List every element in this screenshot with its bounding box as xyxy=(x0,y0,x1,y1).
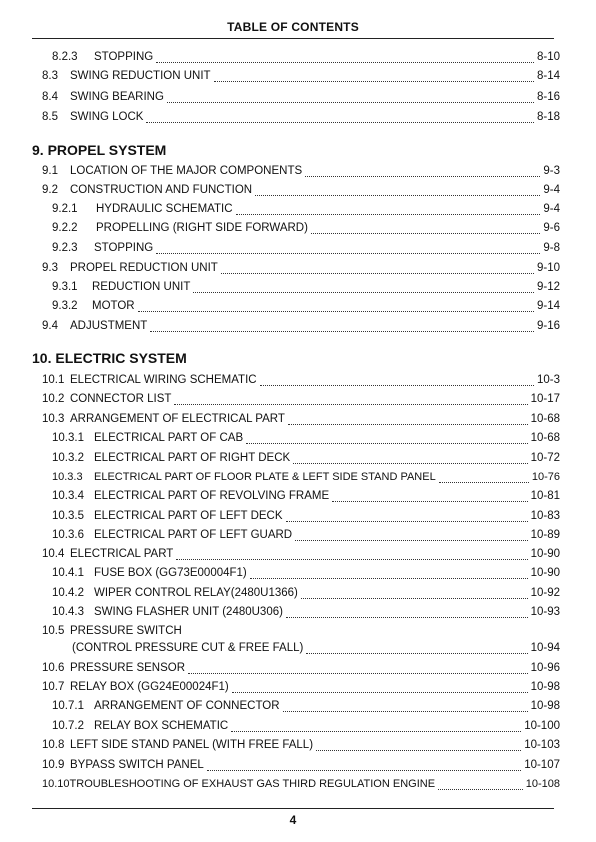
dot-leader xyxy=(283,701,528,712)
dot-leader xyxy=(150,321,534,332)
entry-number: 10.4.3 xyxy=(52,606,84,618)
toc-entry-10-10[interactable] xyxy=(0,775,596,793)
entry-title: REDUCTION UNIT xyxy=(92,281,191,293)
dot-leader xyxy=(286,511,528,522)
toc-entry-9-4[interactable] xyxy=(0,317,596,335)
toc-entry-10-1[interactable] xyxy=(0,371,596,389)
entry-title: SWING BEARING xyxy=(70,91,164,103)
entry-title: CONSTRUCTION AND FUNCTION xyxy=(70,184,253,196)
dot-leader xyxy=(167,92,534,103)
dot-leader xyxy=(306,643,527,654)
entry-title: ELECTRICAL PART OF FLOOR PLATE & LEFT SIDE STAND PANEL xyxy=(94,471,436,483)
toc-entry-9-2-2[interactable] xyxy=(0,219,596,237)
entry-number: 10.7.1 xyxy=(52,700,84,712)
dot-leader xyxy=(193,282,534,293)
entry-number: 10.3.2 xyxy=(52,452,84,464)
toc-entry-10-3-6[interactable] xyxy=(0,526,596,544)
entry-page: 9-16 xyxy=(536,320,560,332)
dot-leader xyxy=(146,112,533,123)
toc-entry-8-2-3[interactable] xyxy=(0,48,596,66)
entry-title: PRESSURE SENSOR xyxy=(70,662,186,674)
chapter-heading-electric-system: 10. ELECTRIC SYSTEM xyxy=(32,350,187,366)
dot-leader xyxy=(207,760,521,771)
entry-number: 9.4 xyxy=(42,320,58,332)
entry-number: 10.3.4 xyxy=(52,490,84,502)
entry-number: 10.3.5 xyxy=(52,510,84,522)
entry-page: 10-107 xyxy=(524,759,560,771)
dot-leader xyxy=(286,607,528,618)
dot-leader xyxy=(231,721,521,732)
entry-page: 10-3 xyxy=(536,374,560,386)
dot-leader xyxy=(316,740,521,751)
entry-number: 10.4.2 xyxy=(52,587,84,599)
entry-page: 10-98 xyxy=(530,681,560,693)
entry-title: SWING REDUCTION UNIT xyxy=(70,70,211,82)
entry-page: 10-93 xyxy=(530,606,560,618)
toc-entry-10-4-1[interactable] xyxy=(0,564,596,582)
entry-page: 10-92 xyxy=(530,587,560,599)
toc-entry-10-3-2[interactable] xyxy=(0,449,596,467)
entry-page: 8-18 xyxy=(536,111,560,123)
entry-title: MOTOR xyxy=(92,300,135,312)
entry-page: 8-10 xyxy=(536,51,560,63)
entry-number: 10.3.1 xyxy=(52,432,84,444)
entry-title: STOPPING xyxy=(94,51,154,63)
entry-number: 10.3.3 xyxy=(52,471,83,483)
dot-leader xyxy=(332,491,527,502)
entry-number: 9.2 xyxy=(42,184,58,196)
toc-entry-9-3[interactable] xyxy=(0,259,596,277)
entry-number: 10.4 xyxy=(42,548,65,560)
toc-entry-10-3-4[interactable] xyxy=(0,487,596,505)
toc-entry-10-7[interactable] xyxy=(0,678,596,696)
entry-page: 10-108 xyxy=(525,778,560,790)
entry-number: 9.3.1 xyxy=(52,281,78,293)
entry-title: BYPASS SWITCH PANEL xyxy=(70,759,204,771)
page-header-title: TABLE OF CONTENTS xyxy=(227,20,359,34)
dot-leader xyxy=(188,663,528,674)
toc-entry-8-3[interactable] xyxy=(0,67,596,85)
toc-entry-10-3-3[interactable] xyxy=(0,468,596,486)
entry-title: SWING FLASHER UNIT (2480U306) xyxy=(94,606,283,618)
entry-title: HYDRAULIC SCHEMATIC xyxy=(96,203,233,215)
entry-number: 9.3 xyxy=(42,262,58,274)
dot-leader xyxy=(156,52,534,63)
entry-title: (CONTROL PRESSURE CUT & FREE FALL) xyxy=(72,642,304,654)
entry-number: 8.3 xyxy=(42,70,58,82)
entry-title: PROPEL REDUCTION UNIT xyxy=(70,262,218,274)
dot-leader xyxy=(439,472,529,483)
entry-title: ARRANGEMENT OF CONNECTOR xyxy=(94,700,280,712)
dot-leader xyxy=(156,243,540,254)
entry-page: 9-6 xyxy=(543,222,560,234)
toc-entry-10-4-3[interactable] xyxy=(0,603,596,621)
entry-title: FUSE BOX (GG73E00004F1) xyxy=(94,567,247,579)
dot-leader xyxy=(311,223,540,234)
entry-page: 10-103 xyxy=(524,739,560,751)
dot-leader xyxy=(255,185,540,196)
entry-title: TROUBLESHOOTING OF EXHAUST GAS THIRD REGULATION ENGINE xyxy=(69,778,436,790)
entry-number: 10.8 xyxy=(42,739,65,751)
toc-entry-9-3-2[interactable] xyxy=(0,297,596,315)
entry-number: 8.2.3 xyxy=(52,51,78,63)
entry-number: 8.5 xyxy=(42,111,58,123)
entry-page: 10-17 xyxy=(530,393,560,405)
entry-number: 10.3.6 xyxy=(52,529,84,541)
entry-number: 10.4.1 xyxy=(52,567,84,579)
toc-entry-10-7-1[interactable] xyxy=(0,697,596,715)
entry-number: 10.6 xyxy=(42,662,65,674)
dot-leader xyxy=(138,301,534,312)
toc-entry-10-4-2[interactable] xyxy=(0,584,596,602)
entry-number: 8.4 xyxy=(42,91,58,103)
toc-entry-8-5[interactable] xyxy=(0,108,596,126)
dot-leader xyxy=(295,530,527,541)
toc-entry-10-6[interactable] xyxy=(0,659,596,677)
dot-leader xyxy=(260,375,534,386)
dot-leader xyxy=(246,433,527,444)
toc-entry-9-3-1[interactable] xyxy=(0,278,596,296)
entry-number: 9.2.3 xyxy=(52,242,78,254)
toc-entry-10-3-5[interactable] xyxy=(0,507,596,525)
entry-title: ELECTRICAL PART xyxy=(70,548,174,560)
entry-page: 9-8 xyxy=(543,242,560,254)
entry-page: 9-4 xyxy=(543,184,560,196)
toc-entry-10-5[interactable] xyxy=(0,622,596,640)
entry-page: 10-68 xyxy=(530,432,560,444)
entry-number: 9.3.2 xyxy=(52,300,78,312)
entry-page: 10-68 xyxy=(530,413,560,425)
entry-page: 10-100 xyxy=(524,720,560,732)
dot-leader xyxy=(232,682,528,693)
dot-leader xyxy=(221,263,534,274)
entry-page: 9-12 xyxy=(536,281,560,293)
entry-title: ELECTRICAL PART OF REVOLVING FRAME xyxy=(94,490,330,502)
dot-leader xyxy=(250,568,528,579)
entry-title: STOPPING xyxy=(94,242,154,254)
toc-entry-10-9[interactable] xyxy=(0,756,596,774)
entry-number: 10.3 xyxy=(42,413,65,425)
toc-entry-10-8[interactable] xyxy=(0,736,596,754)
toc-entry-9-2-3[interactable] xyxy=(0,239,596,257)
dot-leader xyxy=(174,394,527,405)
dot-leader xyxy=(214,71,534,82)
toc-entry-10-7-2[interactable] xyxy=(0,717,596,735)
dot-leader xyxy=(236,204,541,215)
entry-title: LOCATION OF THE MAJOR COMPONENTS xyxy=(70,165,303,177)
entry-title: LEFT SIDE STAND PANEL (WITH FREE FALL) xyxy=(70,739,314,751)
entry-page: 10-83 xyxy=(530,510,560,522)
entry-number: 10.2 xyxy=(42,393,65,405)
dot-leader xyxy=(301,588,528,599)
dot-leader xyxy=(305,166,540,177)
entry-number: 10.9 xyxy=(42,759,65,771)
toc-entry-8-4[interactable] xyxy=(0,88,596,106)
entry-title: RELAY BOX (GG24E00024F1) xyxy=(70,681,229,693)
entry-number: 9.1 xyxy=(42,165,58,177)
entry-title: ELECTRICAL PART OF CAB xyxy=(94,432,244,444)
entry-page: 10-90 xyxy=(530,567,560,579)
entry-page: 9-14 xyxy=(536,300,560,312)
entry-page: 10-76 xyxy=(531,471,560,483)
entry-number: 10.10 xyxy=(42,778,70,790)
entry-page: 8-14 xyxy=(536,70,560,82)
toc-entry-10-2[interactable] xyxy=(0,390,596,408)
entry-page: 10-94 xyxy=(530,642,560,654)
entry-title: PRESSURE SWITCH xyxy=(70,625,182,637)
entry-title: RELAY BOX SCHEMATIC xyxy=(94,720,229,732)
entry-number: 9.2.1 xyxy=(52,203,78,215)
entry-page: 10-81 xyxy=(530,490,560,502)
entry-page: 9-10 xyxy=(536,262,560,274)
toc-entry-9-2-1[interactable] xyxy=(0,200,596,218)
entry-page: 10-98 xyxy=(530,700,560,712)
dot-leader xyxy=(293,453,527,464)
entry-number: 9.2.2 xyxy=(52,222,78,234)
entry-title: ELECTRICAL PART OF LEFT GUARD xyxy=(94,529,293,541)
entry-title: ELECTRICAL PART OF RIGHT DECK xyxy=(94,452,291,464)
footer-rule xyxy=(32,808,554,809)
entry-title: CONNECTOR LIST xyxy=(70,393,172,405)
toc-entry-10-3-1[interactable] xyxy=(0,429,596,447)
entry-page: 10-96 xyxy=(530,662,560,674)
entry-title: ARRANGEMENT OF ELECTRICAL PART xyxy=(70,413,285,425)
entry-page: 9-4 xyxy=(543,203,560,215)
entry-number: 10.5 xyxy=(42,625,65,637)
entry-title: ELECTRICAL PART OF LEFT DECK xyxy=(94,510,283,522)
entry-title: SWING LOCK xyxy=(70,111,144,123)
toc-entry-9-2[interactable] xyxy=(0,181,596,199)
entry-page: 10-72 xyxy=(530,452,560,464)
entry-number: 10.7.2 xyxy=(52,720,84,732)
entry-number: 10.1 xyxy=(42,374,65,386)
toc-entry-10-3[interactable] xyxy=(0,410,596,428)
toc-entry-9-1[interactable] xyxy=(0,162,596,180)
entry-page: 10-90 xyxy=(530,548,560,560)
entry-page: 9-3 xyxy=(543,165,560,177)
entry-title: PROPELLING (RIGHT SIDE FORWARD) xyxy=(96,222,308,234)
page-number: 4 xyxy=(289,813,297,827)
chapter-heading-propel-system: 9. PROPEL SYSTEM xyxy=(32,142,167,158)
entry-title: WIPER CONTROL RELAY(2480U1366) xyxy=(94,587,298,599)
dot-leader xyxy=(176,549,527,560)
toc-entry-10-4[interactable] xyxy=(0,545,596,563)
entry-title: ADJUSTMENT xyxy=(70,320,148,332)
dot-leader xyxy=(438,779,523,790)
toc-entry-10-5-continued[interactable] xyxy=(0,639,596,657)
dot-leader xyxy=(288,414,528,425)
entry-number: 10.7 xyxy=(42,681,65,693)
entry-title: ELECTRICAL WIRING SCHEMATIC xyxy=(70,374,257,386)
entry-page: 8-16 xyxy=(536,91,560,103)
entry-page: 10-89 xyxy=(530,529,560,541)
